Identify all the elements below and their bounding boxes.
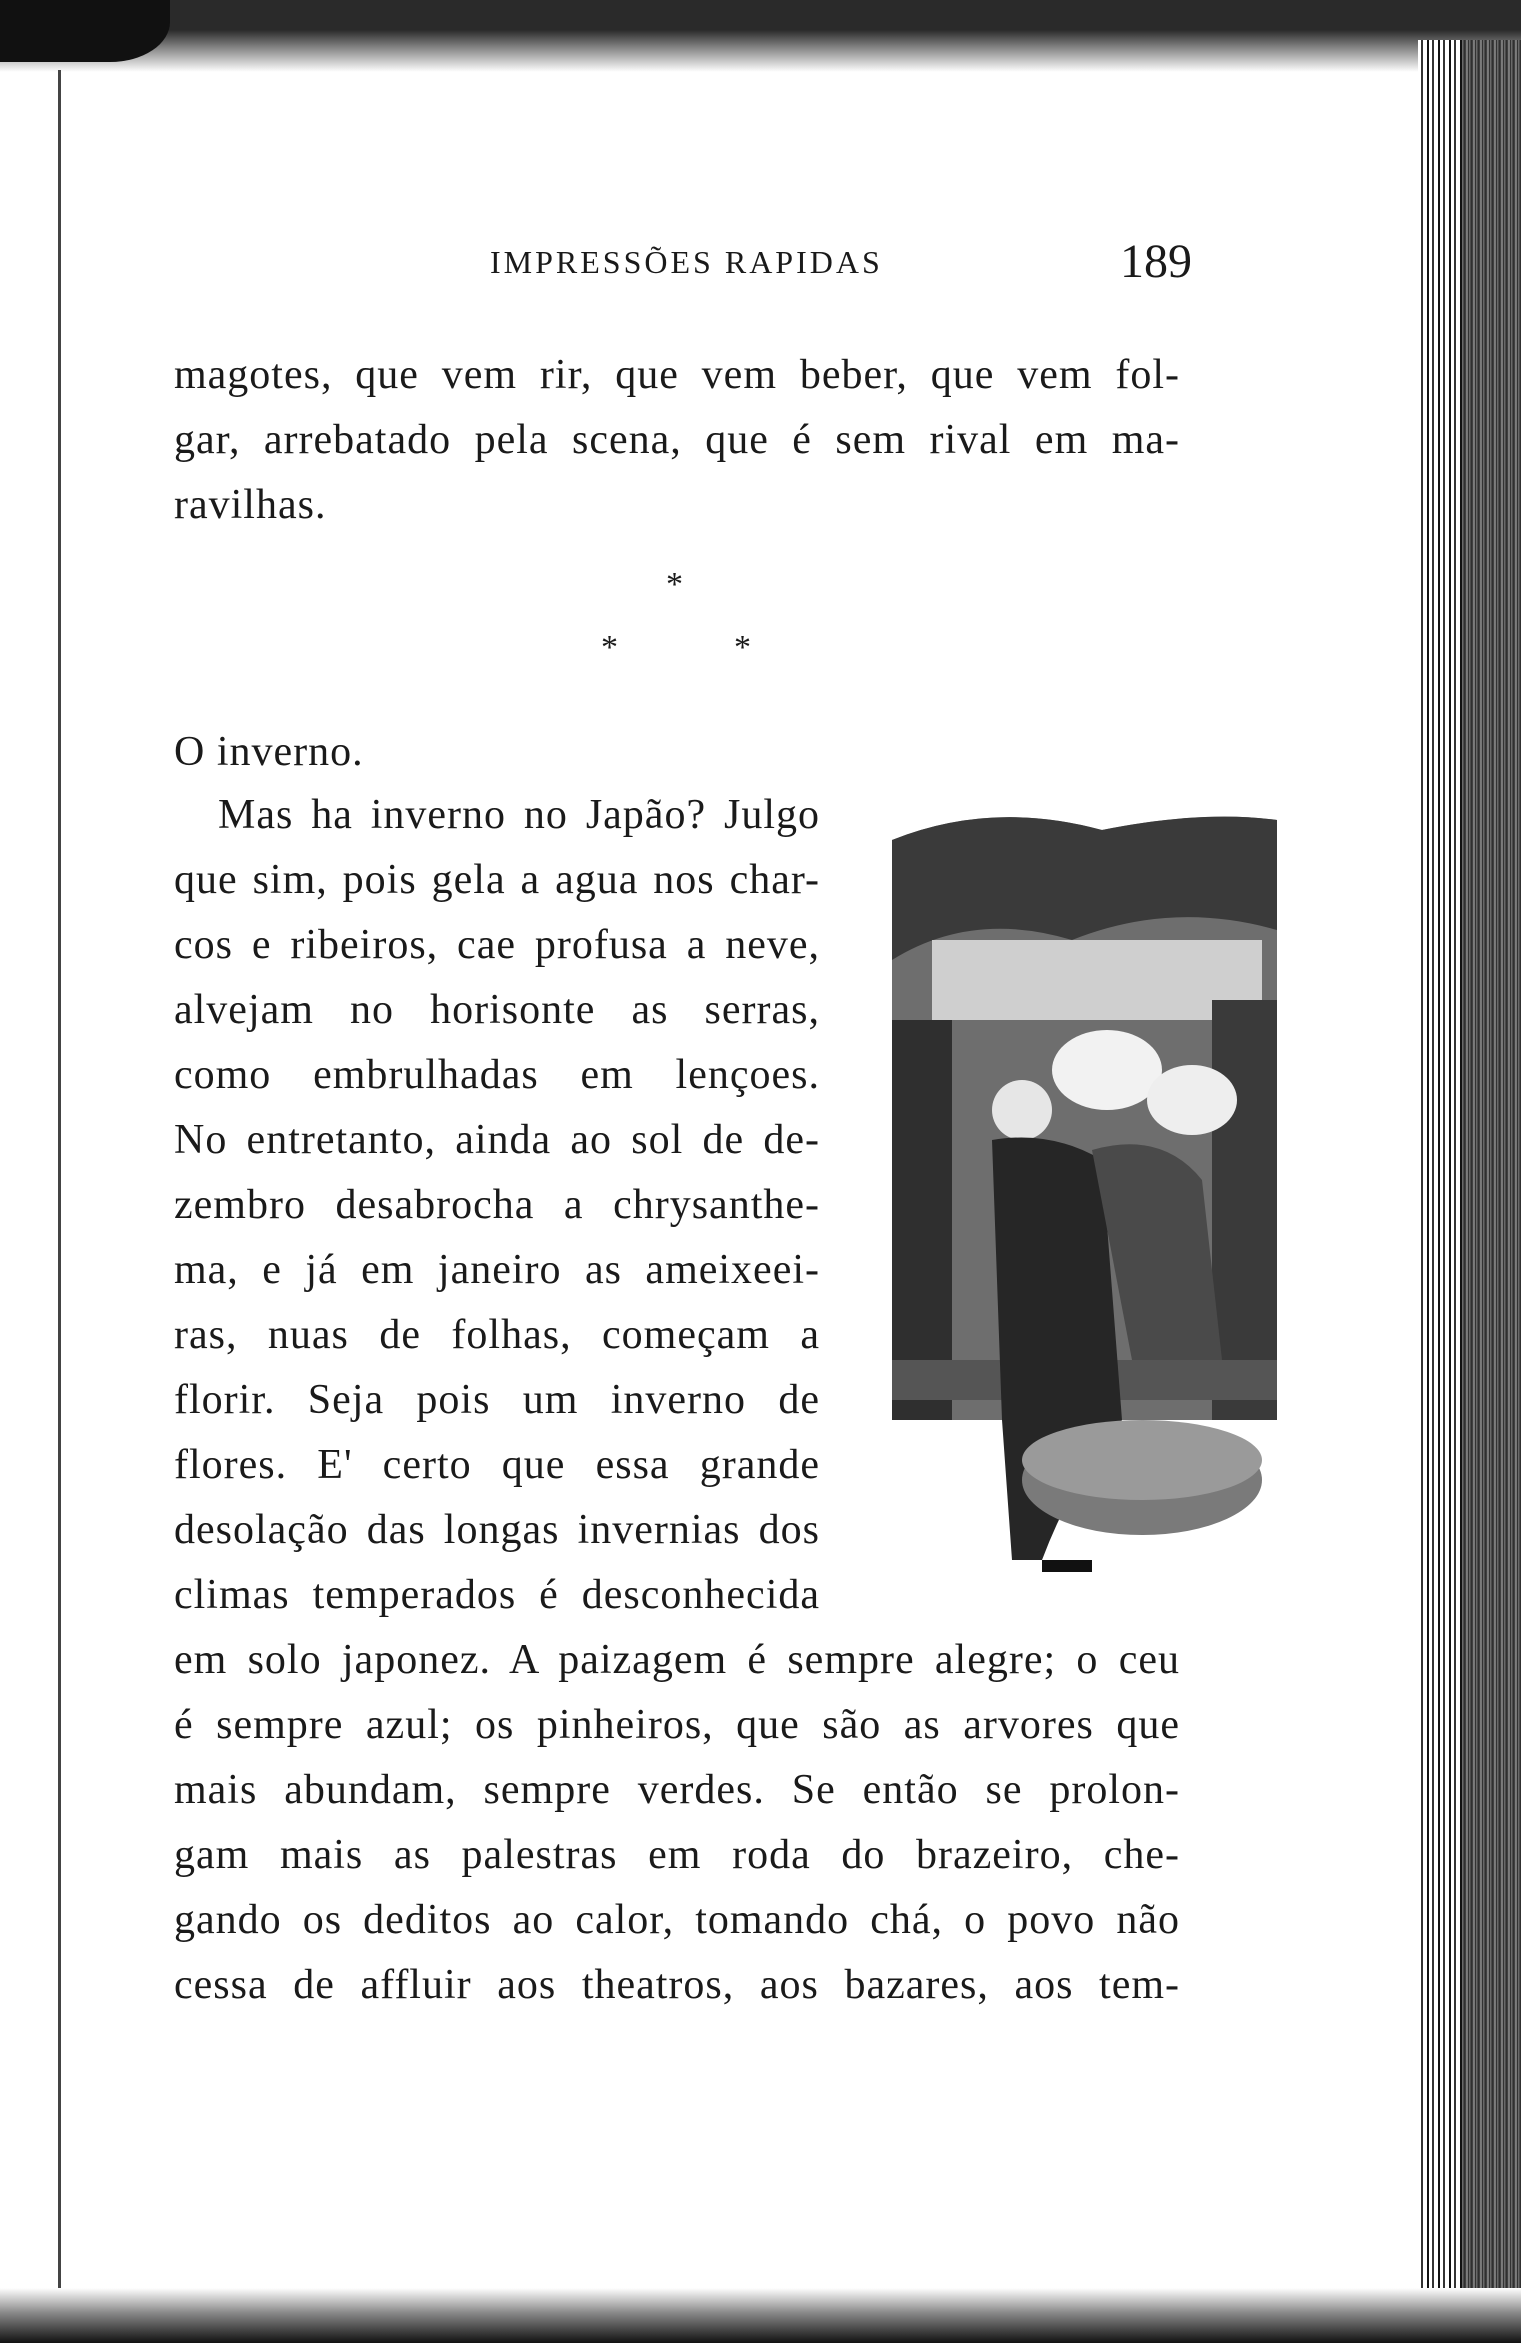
asterism-star: *	[734, 629, 751, 666]
text-line: como embrulhadas em lençoes.	[174, 1052, 820, 1098]
text-line: No entretanto, ainda ao sol de de-	[174, 1117, 820, 1163]
text-line: zembro desabrocha a chrysanthe-	[174, 1182, 820, 1228]
text-line: climas temperados é desconhecida	[174, 1572, 820, 1618]
section-opening: O inverno.	[174, 729, 364, 775]
text-line: magotes, que vem rir, que vem beber, que vem fol-	[174, 352, 1180, 398]
scan-bottom-edge	[0, 2288, 1521, 2343]
book-spine-shadow	[1462, 40, 1521, 2343]
asterism-star: *	[601, 629, 618, 666]
text-line: ras, nuas de folhas, começam a	[174, 1312, 820, 1358]
text-line: florir. Seja pois um inverno de	[174, 1377, 820, 1423]
page-number: 189	[1120, 235, 1192, 288]
winter-street-photograph	[872, 800, 1282, 1600]
asterism-star: *	[666, 566, 683, 603]
text-line: gar, arrebatado pela scena, que é sem rival em ma-	[174, 417, 1180, 463]
text-line: é sempre azul; os pinheiros, que são as arvores que	[174, 1702, 1180, 1748]
running-head: IMPRESSÕES RAPIDAS	[490, 244, 883, 280]
text-line: flores. E' certo que essa grande	[174, 1442, 820, 1488]
text-line: alvejam no horisonte as serras,	[174, 987, 820, 1033]
page-left-edge	[58, 70, 61, 2310]
text-line: desolação das longas invernias dos	[174, 1507, 820, 1553]
text-line: Mas ha inverno no Japão? Julgo	[218, 792, 820, 838]
text-line: cos e ribeiros, cae profusa a neve,	[174, 922, 820, 968]
text-line: ma, e já em janeiro as ameixeei-	[174, 1247, 820, 1293]
scan-top-edge	[0, 0, 1521, 72]
text-line: cessa de affluir aos theatros, aos bazares, aos tem-	[174, 1962, 1180, 2008]
scan-corner-blot	[0, 0, 170, 62]
text-line: que sim, pois gela a agua nos char-	[174, 857, 820, 903]
text-line: ravilhas.	[174, 482, 327, 528]
text-line: gando os deditos ao calor, tomando chá, o povo não	[174, 1897, 1180, 1943]
text-line: em solo japonez. A paizagem é sempre alegre; o ceu	[174, 1637, 1180, 1683]
text-line: mais abundam, sempre verdes. Se então se prolon-	[174, 1767, 1180, 1813]
text-line: gam mais as palestras em roda do brazeiro, che-	[174, 1832, 1180, 1878]
